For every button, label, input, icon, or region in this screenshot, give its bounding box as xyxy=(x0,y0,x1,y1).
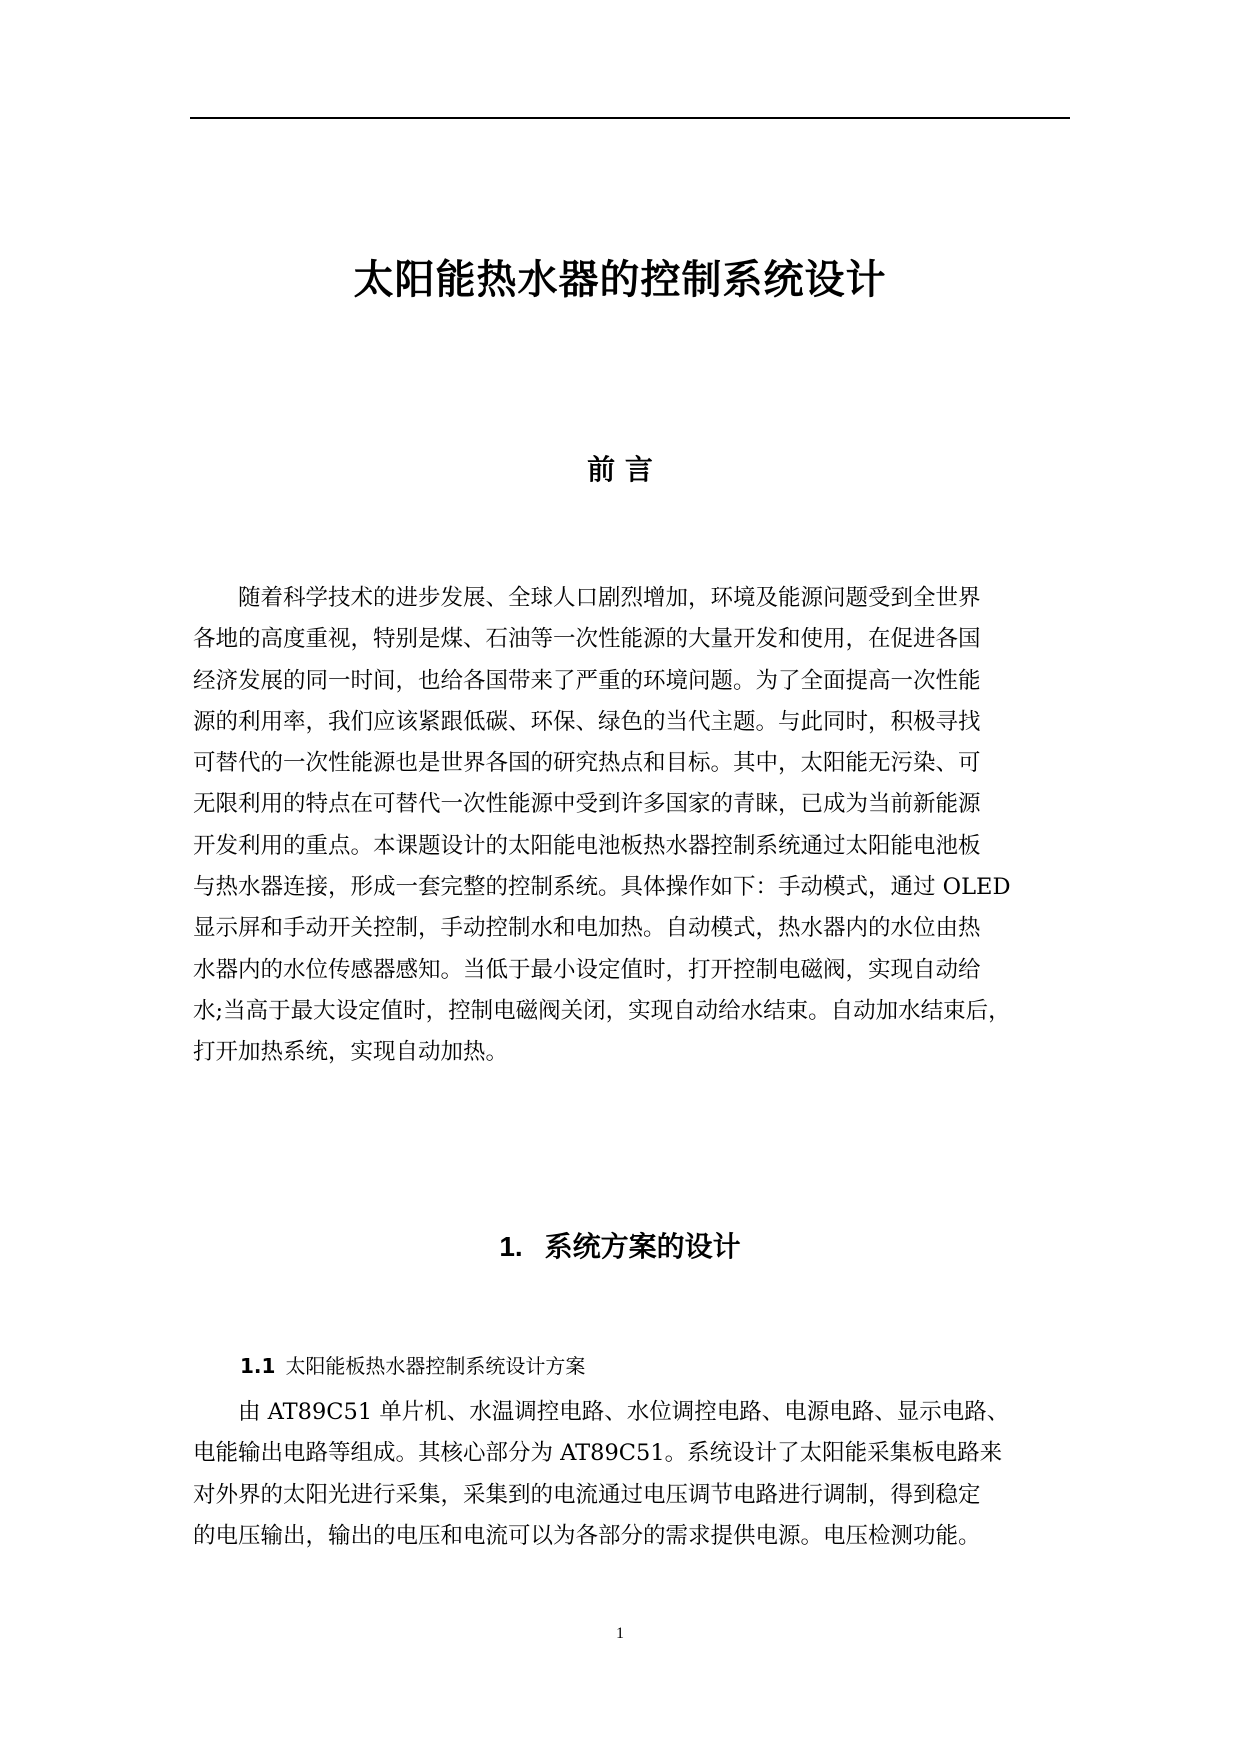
text-line: 水器内的水位传感器感知。当低于最小设定值时，打开控制电磁阀，实现自动给 xyxy=(193,956,981,983)
text-line: 显示屏和手动开关控制，手动控制水和电加热。自动模式，热水器内的水位由热 xyxy=(193,915,981,942)
text-line: 打开加热系统，实现自动加热。 xyxy=(193,1039,509,1066)
page-number: 1 xyxy=(616,1625,624,1642)
text-line: 各地的高度重视，特别是煤、石油等一次性能源的大量开发和使用，在促进各国 xyxy=(193,626,981,653)
header-rule xyxy=(190,117,1070,119)
text-line: 由 AT89C51 单片机、水温调控电路、水位调控电路、电源电路、显示电路、 xyxy=(238,1399,1010,1425)
text-line: 可替代的一次性能源也是世界各国的研究热点和目标。其中，太阳能无污染、可 xyxy=(193,750,981,777)
subsection-title: 太阳能板热水器控制系统设计方案 xyxy=(285,1354,586,1378)
text-line: 无限利用的特点在可替代一次性能源中受到许多国家的青睐，已成为当前新能源 xyxy=(193,791,981,818)
text-line: 随着科学技术的进步发展、全球人口剧烈增加，环境及能源问题受到全世界 xyxy=(238,585,981,611)
text-line: 源的利用率，我们应该紧跟低碳、环保、绿色的当代主题。与此同时，积极寻找 xyxy=(193,708,981,735)
text-line: 水;当高于最大设定值时，控制电磁阀关闭，实现自动给水结束。自动加水结束后， xyxy=(193,997,1011,1024)
preface-paragraph xyxy=(193,578,1068,1074)
preface-heading: 前 言 xyxy=(587,453,653,486)
text-line: 电能输出电路等组成。其核心部分为 AT89C51。系统设计了太阳能采集板电路来 xyxy=(193,1440,1003,1467)
text-line: 的电压输出，输出的电压和电流可以为各部分的需求提供电源。电压检测功能。 xyxy=(193,1522,981,1549)
subsection-number: 1.1 xyxy=(240,1354,276,1378)
subsection-heading xyxy=(240,1350,585,1379)
text-line: 开发利用的重点。本课题设计的太阳能电池板热水器控制系统通过太阳能电池板 xyxy=(193,832,981,859)
document-title: 太阳能热水器的控制系统设计 xyxy=(353,257,887,303)
section-title: 系统方案的设计 xyxy=(544,1230,741,1263)
text-line: 与热水器连接，形成一套完整的控制系统。具体操作如下：手动模式，通过 OLED xyxy=(193,874,1011,901)
text-line: 经济发展的同一时间，也给各国带来了严重的环境问题。为了全面提高一次性能 xyxy=(193,667,981,694)
subsection-paragraph xyxy=(193,1392,1068,1557)
section-number: 1. xyxy=(499,1231,523,1262)
section-heading xyxy=(0,1225,1240,1265)
text-line: 对外界的太阳光进行采集，采集到的电流通过电压调节电路进行调制，得到稳定 xyxy=(193,1481,981,1508)
